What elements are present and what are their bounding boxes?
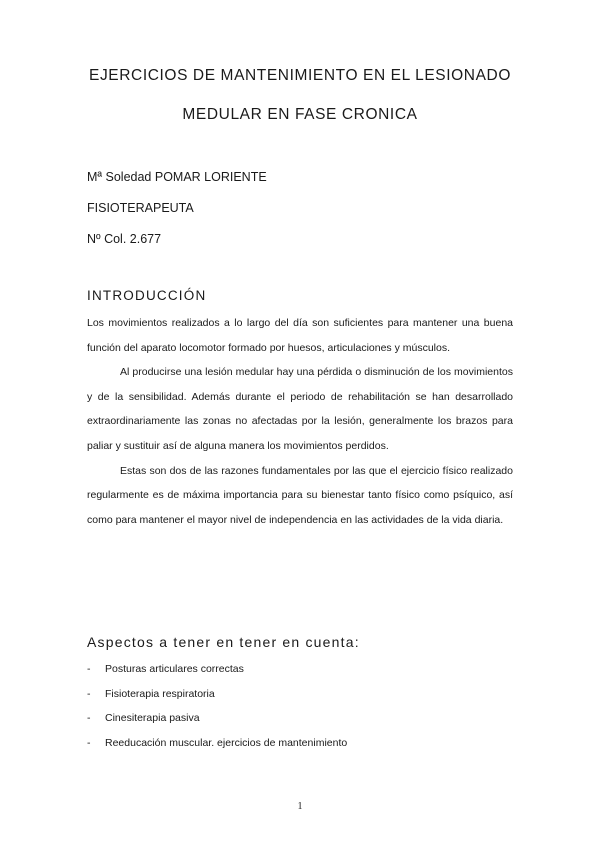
list-item-text: Reeducación muscular. ejercicios de mantenimiento	[105, 736, 348, 749]
author-name: Mª Soledad POMAR LORIENTE	[87, 170, 267, 184]
bullet-dash: -	[87, 712, 91, 725]
list-item	[87, 706, 517, 731]
bullet-dash: -	[87, 687, 91, 700]
list-item-text: Cinesiterapia pasiva	[105, 712, 200, 725]
intro-paragraph-3: Estas son dos de las razones fundamentales por las que el ejercicio físico realizado regularmente es de máxima importancia para su bienestar tanto físico como psíquico, así como para mantener el mayor nivel de independencia en las actividades de la vida diaria.	[87, 464, 513, 526]
list-item	[87, 657, 517, 682]
intro-heading: INTRODUCCIÓN	[87, 288, 207, 303]
intro-paragraph-2: Al producirse una lesión medular hay una pérdida o disminución de los movimientos y de la sensibilidad. Además durante el periodo de rehabilitación se han desarrollado extraordinariamente las zonas no afectadas por la lesión, generalmente los brazos para paliar y sustituir así de alguna manera los movimientos perdidos.	[87, 366, 513, 452]
intro-paragraph-1: Los movimientos realizados a lo largo del día son suficientes para mantener una buena función del aparato locomotor formado por huesos, articulaciones y músculos.	[87, 317, 513, 354]
document-title-line-1: EJERCICIOS DE MANTENIMIENTO EN EL LESIONADO	[89, 67, 511, 84]
author-colegiado-number: Nº Col. 2.677	[87, 232, 162, 246]
aspects-list	[87, 657, 517, 755]
list-item-text: Fisioterapia respiratoria	[105, 687, 215, 700]
document-title-line-2: MEDULAR EN FASE CRONICA	[182, 106, 418, 123]
aspects-heading: Aspectos a tener en tener en cuenta:	[87, 634, 360, 650]
author-role: FISIOTERAPEUTA	[87, 201, 194, 215]
list-item-text: Posturas articulares correctas	[105, 663, 244, 675]
page-number: 1	[297, 801, 303, 812]
intro-body	[87, 311, 513, 532]
list-item	[87, 682, 517, 707]
bullet-dash: -	[87, 663, 91, 675]
bullet-dash: -	[87, 736, 91, 749]
list-item	[87, 731, 517, 756]
